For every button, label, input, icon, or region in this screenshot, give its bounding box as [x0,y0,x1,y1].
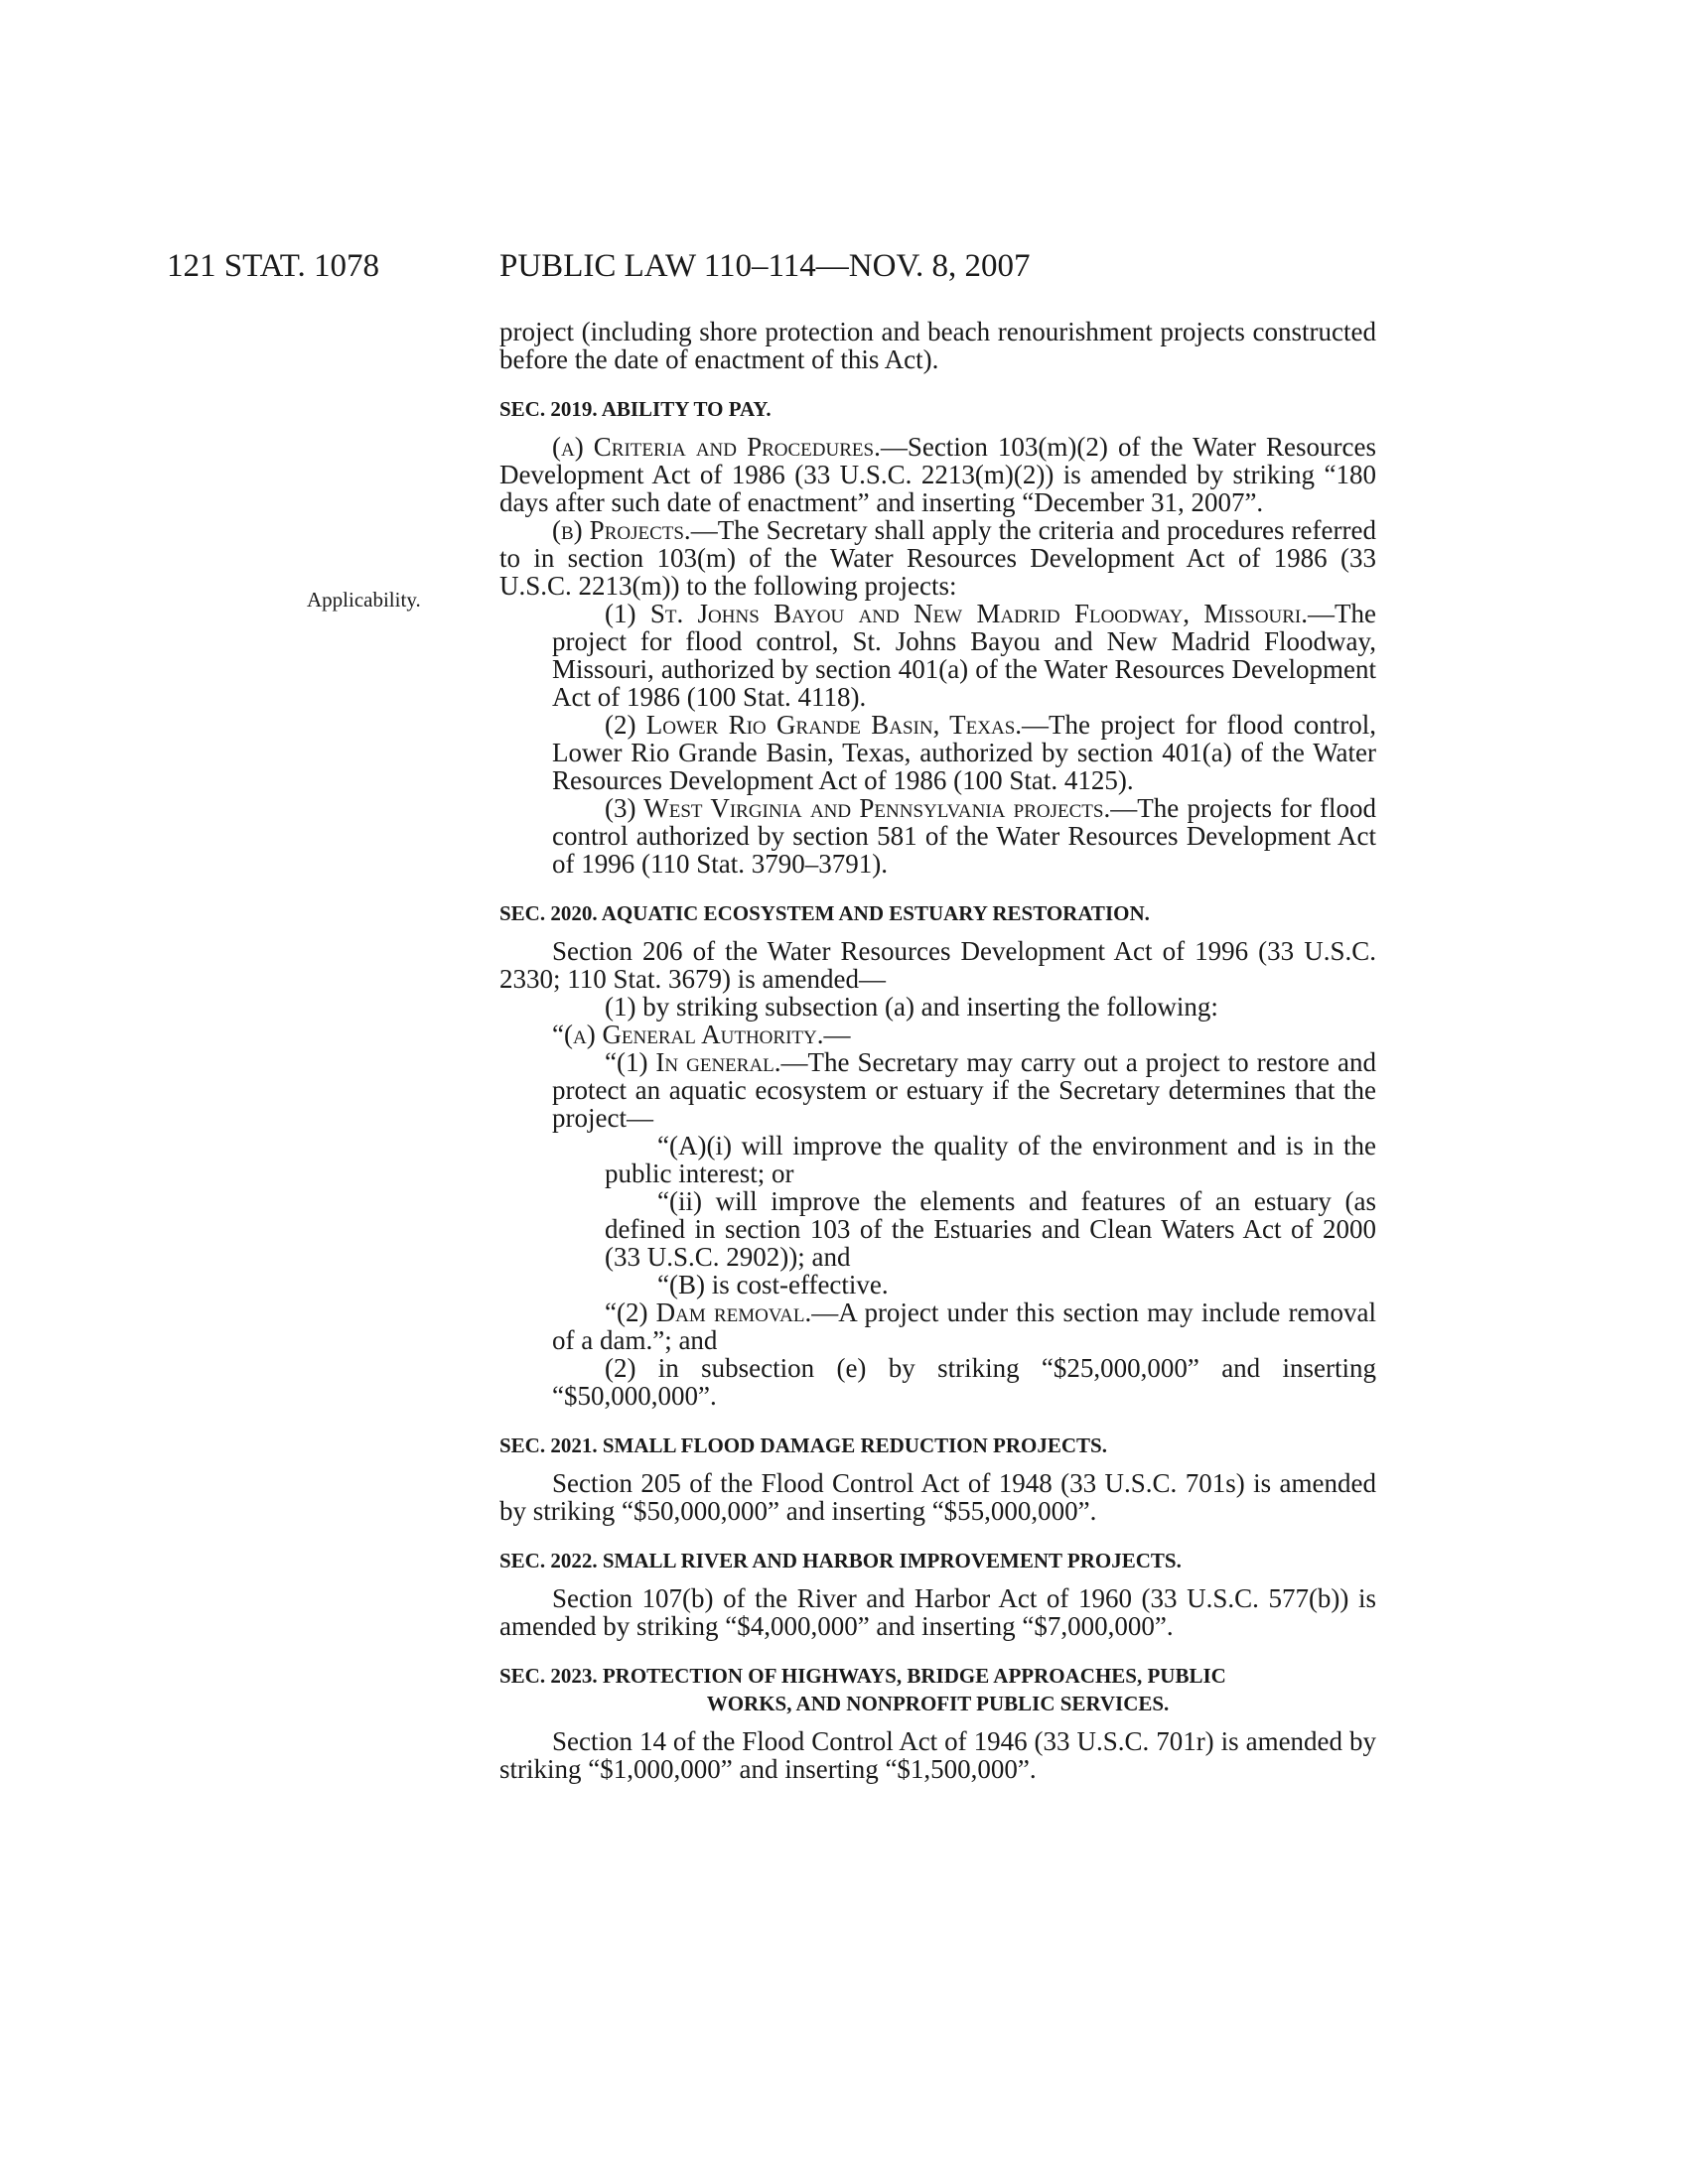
subsection-text: —The project for flood control, St. Johns Bayou and New Madrid Floodway, Missouri, authorized by section 401(a) of the Water Resources Development Act of 1986 (100 Stat. 4118). [552,599,1376,712]
paragraph-2020-1: (1) by striking subsection (a) and inserting the following: [605,992,1218,1022]
paragraph-2019-b2 [499,711,1376,794]
paragraph-continuation: project (including shore protection and beach renourishment projects constructed before the date of enactment of this Act). [499,317,1376,374]
statute-page-number: 121 STAT. 1078 [167,248,380,284]
subsection-label: (2) Lower Rio Grande Basin, Texas. [605,710,1023,740]
subsection-text: —A project under this section may include removal of a dam.”; and [552,1297,1376,1355]
subsection-text: —The project for flood control, Lower Rio Grande Basin, Texas, authorized by section 401(a) of the Water Resources Development Act of 1986 (100 Stat. 4125). [552,710,1376,795]
paragraph-2020-B: “(B) is cost-effective. [657,1270,889,1299]
page-header [0,246,1688,286]
document-body [499,318,1376,1783]
section-heading-2019: SEC. 2019. ABILITY TO PAY. [499,397,772,421]
paragraph-2019-b1 [499,600,1376,711]
subsection-label: (b) Projects. [552,515,691,545]
section-heading-2020: SEC. 2020. AQUATIC ECOSYSTEM AND ESTUARY RESTORATION. [499,901,1150,925]
paragraph-2020-ii: “(ii) will improve the elements and features of an estuary (as defined in section 103 of the Estuaries and Clean Waters Act of 2000 (33 U.S.C. 2902)); and [605,1186,1376,1272]
paragraph-2023: Section 14 of the Flood Control Act of 1946 (33 U.S.C. 701r) is amended by striking “$1,000,000” and inserting “$1,500,000”. [499,1726,1376,1784]
paragraph-2020-intro: Section 206 of the Water Resources Development Act of 1996 (33 U.S.C. 2330; 110 Stat. 3679) is amended— [499,936,1376,994]
subsection-text: — [823,1020,851,1049]
section-heading-2021: SEC. 2021. SMALL FLOOD DAMAGE REDUCTION PROJECTS. [499,1433,1107,1457]
margin-note-applicability: Applicability. [307,588,421,612]
paragraph-2020-a1 [499,1048,1376,1132]
paragraph-2020-a [499,1021,1376,1048]
section-heading-2023-line1: SEC. 2023. PROTECTION OF HIGHWAYS, BRIDGE APPROACHES, PUBLIC [499,1664,1226,1688]
paragraph-2020-a2 [499,1298,1376,1354]
public-law-title: PUBLIC LAW 110–114—NOV. 8, 2007 [499,248,1031,284]
subsection-label: “(a) General Authority. [552,1020,824,1049]
paragraph-2019-b [499,516,1376,600]
paragraph-2019-b3 [499,794,1376,878]
section-heading-2023-line2: WORKS, AND NONPROFIT PUBLIC SERVICES. [706,1692,1170,1715]
subsection-text: —The Secretary may carry out a project to restore and protect an aquatic ecosystem or estuary if the Secretary determines that the project— [552,1047,1376,1133]
subsection-text: —The projects for flood control authorized by section 581 of the Water Resources Development Act of 1996 (110 Stat. 3790–3791). [552,793,1376,879]
subsection-text: —Section 103(m)(2) of the Water Resources Development Act of 1986 (33 U.S.C. 2213(m)(2)) is amended by striking “180 days after such date of enactment” and inserting “December 31, 2007”. [499,432,1376,517]
subsection-label: (a) Criteria and Procedures. [552,432,881,462]
subsection-label: (3) West Virginia and Pennsylvania projects. [605,793,1111,823]
paragraph-2020-2: (2) in subsection (e) by striking “$25,000,000” and inserting “$50,000,000”. [552,1353,1376,1411]
paragraph-2019-a [499,433,1376,516]
paragraph-2022: Section 107(b) of the River and Harbor Act of 1960 (33 U.S.C. 577(b)) is amended by striking “$4,000,000” and inserting “$7,000,000”. [499,1583,1376,1641]
subsection-text: —The Secretary shall apply the criteria and procedures referred to in section 103(m) of the Water Resources Development Act of 1986 (33 U.S.C. 2213(m)) to the following projects: [499,515,1376,601]
subsection-label: (1) St. Johns Bayou and New Madrid Floodway, Missouri. [605,599,1309,628]
paragraph-2020-Ai: “(A)(i) will improve the quality of the environment and is in the public interest; or [605,1131,1376,1188]
subsection-label: “(1) In general. [605,1047,781,1077]
section-heading-2022: SEC. 2022. SMALL RIVER AND HARBOR IMPROVEMENT PROJECTS. [499,1549,1182,1572]
subsection-label: “(2) Dam removal. [605,1297,812,1327]
paragraph-2021: Section 205 of the Flood Control Act of 1948 (33 U.S.C. 701s) is amended by striking “$50,000,000” and inserting “$55,000,000”. [499,1468,1376,1526]
